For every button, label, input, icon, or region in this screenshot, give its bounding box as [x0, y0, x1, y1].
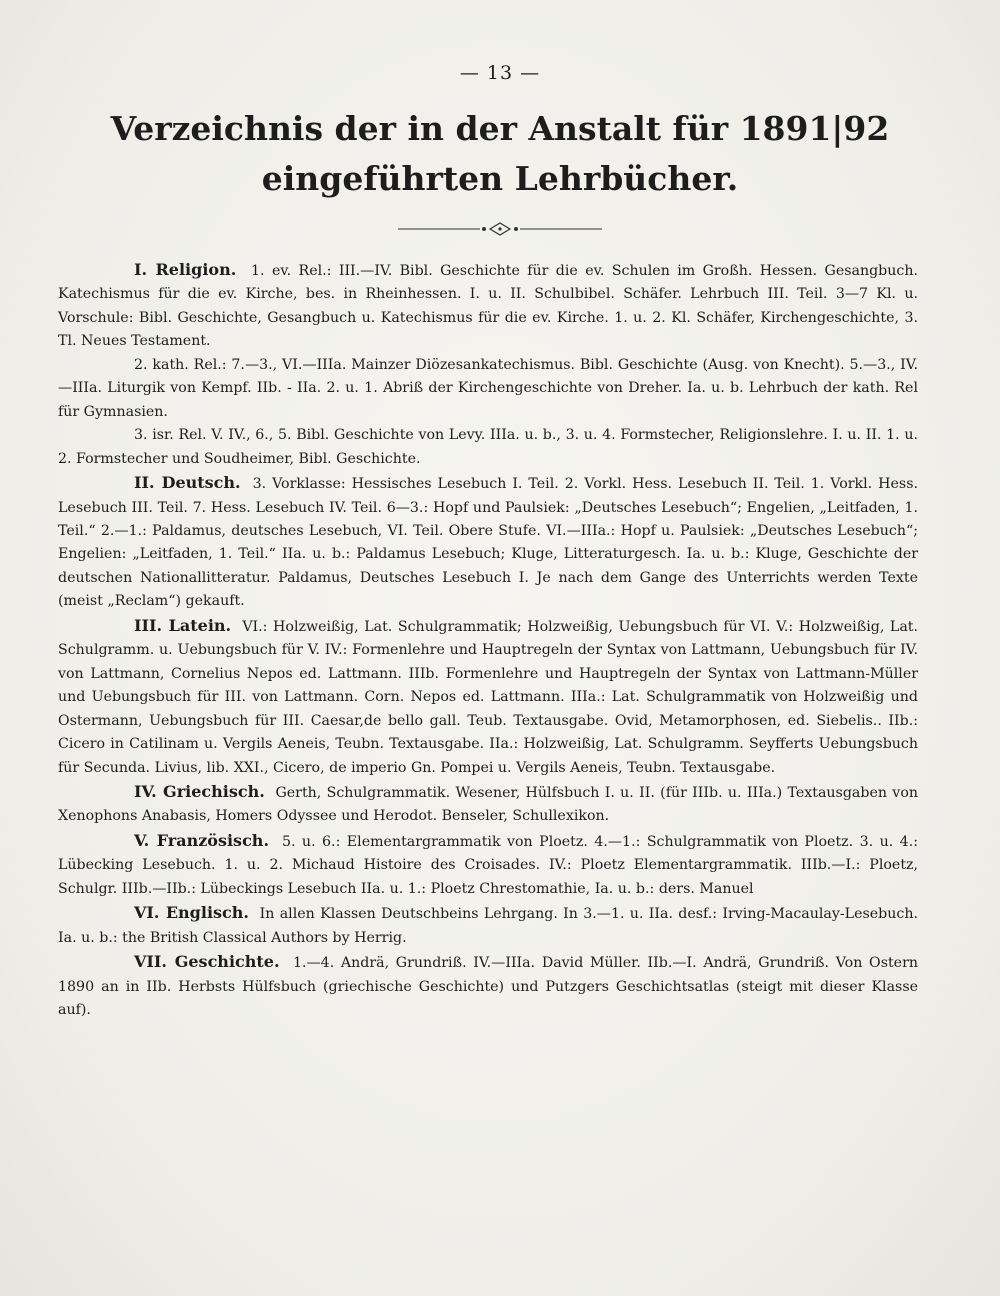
section-paragraph	[58, 950, 918, 1022]
section-geschichte	[58, 950, 918, 1022]
section-heading: II. Deutsch.	[134, 473, 241, 493]
paragraph-text: In allen Klassen Deutschbeins Lehrgang. In 3.—1. u. IIa. desf.: Irving-Macaulay-Lesebuch. Ia. u. b.: the British Classical Authors by Herrig.	[58, 906, 918, 946]
divider-ornament	[398, 222, 602, 236]
section-griechisch	[58, 780, 918, 829]
paragraph-text: 3. Vorklasse: Hessisches Lesebuch I. Teil. 2. Vorkl. Hess. Lesebuch II. Teil. 1. Vorkl. Hess. Lesebuch III. Teil. 7. Hess. Lesebuch IV. Teil. 6—3.: Hopf und Paulsiek: „Deutsches Lesebuch“; Engelien, „Leitfaden, 1. Teil.“ 2.—1.: Paldamus, deutsches Lesebuch, VI. Teil. Obere Stufe. VI.—IIIa.: Hopf u. Paulsiek: „Deutsches Lesebuch“; Engelien: „Leitfaden, 1. Teil.“ IIa. u. b.: Paldamus Lesebuch; Kluge, Litteraturgesch. Ia. u. b.: Kluge, Geschichte der deutschen Nationallitteratur. Paldamus, Deutsches Lesebuch I. Je nach dem Gange des Unterrichts werden Texte (meist „Reclam“) gekauft.	[58, 476, 918, 610]
section-deutsch	[58, 471, 918, 614]
section-paragraph: 3. isr. Rel. V. IV., 6., 5. Bibl. Geschichte von Levy. IIIa. u. b., 3. u. 4. Formstecher, Religionslehre. I. u. II. 1. u. 2. Formstecher und Soudheimer, Bibl. Geschichte.	[58, 427, 918, 467]
paragraph-text: 1.—4. Andrä, Grundriß. IV.—IIIa. David Müller. IIb.—I. Andrä, Grundriß. Von Ostern 1890 an in IIb. Herbsts Hülfsbuch (griechische Geschichte) und Putzgers Geschichtsatlas (steigt mit dieser Klasse auf).	[58, 955, 918, 1019]
section-heading: I. Religion.	[134, 260, 237, 279]
section-paragraph	[58, 829, 918, 901]
section-religion	[58, 258, 918, 471]
section-paragraph	[58, 614, 918, 780]
section-heading: IV. Griechisch.	[134, 781, 265, 801]
section-heading: VII. Geschichte.	[134, 952, 280, 972]
section-paragraph	[58, 901, 918, 950]
section-paragraph: 2. kath. Rel.: 7.—3., VI.—IIIa. Mainzer Diözesankatechismus. Bibl. Geschichte (Ausg. von Knecht). 5.—3., IV.—IIIa. Liturgik von Kempf. IIb. - IIa. 2. u. 1. Abriß der Kirchengeschichte von Dreher. Ia. u. b. Lehrbuch der kath. Rel für Gymnasien.	[58, 356, 918, 420]
section-heading: V. Französisch.	[134, 830, 270, 850]
paragraph-text: 5. u. 6.: Elementargrammatik von Ploetz. 4.—1.: Schulgrammatik von Ploetz. 3. u. 4.: Lübecking Lesebuch. 1. u. 2. Michaud Histoire des Croisades. IV.: Ploetz Elementargrammatik. IIIb.—I.: Ploetz, Schulgr. IIIb.—IIb.: Lübeckings Lesebuch IIa. u. 1.: Ploetz Chrestomathie, Ia. u. b.: ders. Manuel	[58, 833, 919, 897]
section-paragraph	[58, 471, 918, 614]
paragraph-text: 1. ev. Rel.: III.—IV. Bibl. Geschichte für die ev. Schulen im Großh. Hessen. Gesangbuch. Katechismus für die ev. Kirche, bes. in Rheinhessen. I. u. II. Schulbibel. Schäfer. Lehrbuch III. Teil. 3—7 Kl. u. Vorschule: Bibl. Geschichte, Gesangbuch u. Katechismus für die ev. Kirche. 1. u. 2. Kl. Schäfer, Kirchengeschichte, 3. Tl. Neues Testament.	[58, 263, 918, 350]
section-franzoesisch	[58, 829, 918, 901]
paragraph-text: VI.: Holzweißig, Lat. Schulgrammatik; Holzweißig, Uebungsbuch für VI. V.: Holzweißig, Lat. Schulgramm. u. Uebungsbuch für V. IV.: Formenlehre und Hauptregeln der Syntax von Lattmann, Uebungsbuch für IV. von Lattmann, Cornelius Nepos ed. Lattmann. IIIb. Formenlehre und Hauptregeln der Syntax von Lattmann-Müller und Uebungsbuch für III. von Lattmann. Corn. Nepos ed. Lattmann. IIIa.: Lat. Schulgrammatik von Holzweißig und Ostermann, Uebungsbuch für III. Caesar,de bello gall. Teub. Textausgabe. Ovid, Metamorphosen, ed. Siebelis.. IIb.: Cicero in Catilinam u. Vergils Aeneis, Teubn. Textausgabe. IIa.: Holzweißig, Lat. Schulgramm. Seyfferts Uebungsbuch für Secunda. Livius, lib. XXI., Cicero, de imperio Gn. Pompei u. Vergils Aeneis, Teubn. Textausgabe.	[58, 618, 918, 776]
page-title: Verzeichnis der in der Anstalt für 1891|92 eingeführten Lehrbücher.	[110, 109, 890, 198]
section-paragraph	[58, 258, 918, 354]
section-heading: VI. Englisch.	[134, 903, 249, 923]
textbook-list	[58, 258, 918, 1023]
paragraph-text: Gerth, Schulgrammatik. Wesener, Hülfsbuch I. u. II. (für IIIb. u. IIIa.) Textausgaben von Xenophons Anabasis, Homers Odyssee und Herodot. Benseler, Schullexikon.	[58, 784, 918, 825]
page-number: — 13 —	[459, 62, 541, 84]
section-latein	[58, 614, 918, 780]
section-paragraph	[58, 780, 918, 829]
section-heading: III. Latein.	[134, 615, 232, 635]
section-englisch	[58, 901, 918, 950]
